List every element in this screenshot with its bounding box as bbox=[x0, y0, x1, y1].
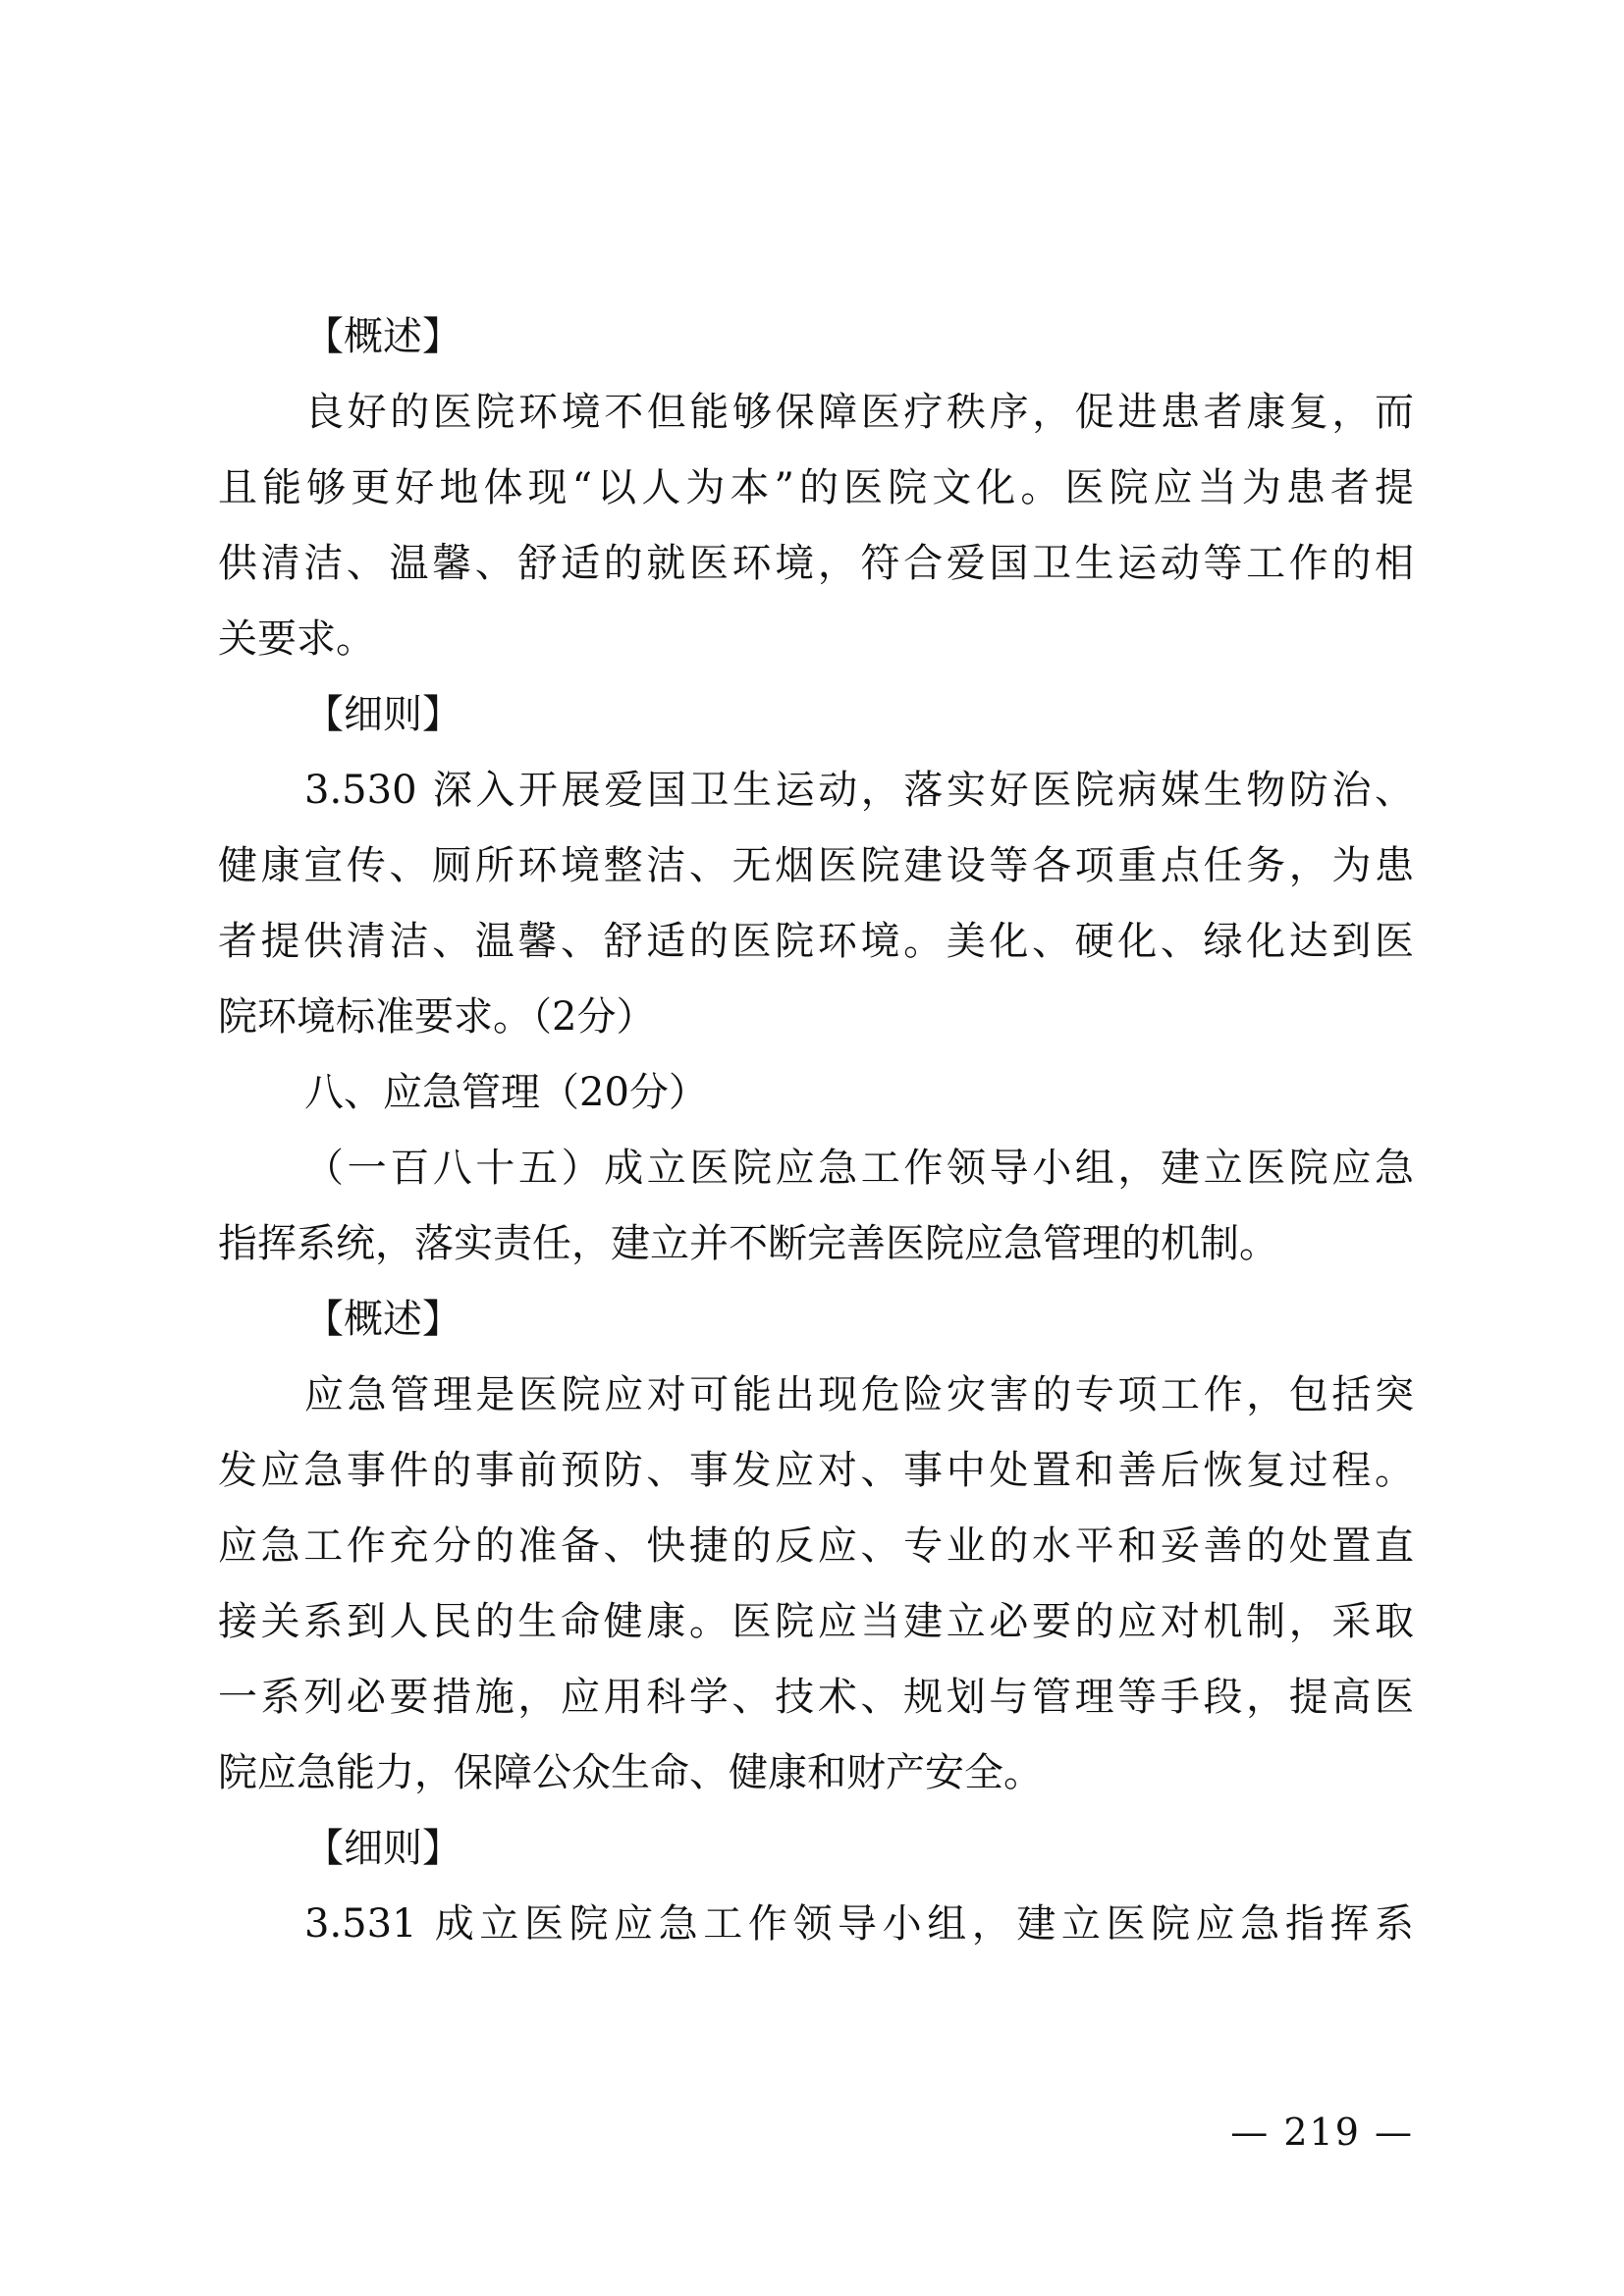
paragraph-line: 良好的医院环境不但能够保障医疗秩序，促进患者康复，而 bbox=[304, 390, 1414, 435]
paragraph-line: 接关系到人民的生命健康。医院应当建立必要的应对机制，采取 bbox=[218, 1599, 1414, 1644]
paragraph-line: 3.530 深入开展爱国卫生运动，落实好医院病媒生物防治、 bbox=[304, 768, 1414, 813]
paragraph-line: 且能够更好地体现“以人为本”的医院文化。医院应当为患者提 bbox=[218, 465, 1414, 510]
page-number: — 219 — bbox=[1230, 2110, 1414, 2154]
body-text bbox=[218, 299, 1414, 1962]
section-heading: 【细则】 bbox=[304, 692, 461, 737]
paragraph-line: （一百八十五）成立医院应急工作领导小组，建立医院应急 bbox=[304, 1146, 1414, 1191]
paragraph-line: 指挥系统，落实责任，建立并不断完善医院应急管理的机制。 bbox=[218, 1221, 1278, 1266]
section-heading: 八、应急管理（20分） bbox=[304, 1070, 708, 1115]
paragraph bbox=[218, 1887, 1414, 1962]
paragraph-line: 一系列必要措施，应用科学、技术、规划与管理等手段，提高医 bbox=[218, 1675, 1414, 1720]
paragraph-line: 院应急能力，保障公众生命、健康和财产安全。 bbox=[218, 1750, 1043, 1795]
paragraph-line: 供清洁、温馨、舒适的就医环境，符合爱国卫生运动等工作的相 bbox=[218, 541, 1414, 586]
section-heading: 【细则】 bbox=[304, 1826, 461, 1871]
paragraph bbox=[218, 753, 1414, 1055]
paragraph-line: 健康宣传、厕所环境整洁、无烟医院建设等各项重点任务，为患 bbox=[218, 843, 1414, 888]
paragraph bbox=[218, 1131, 1414, 1282]
paragraph-line: 3.531 成立医院应急工作领导小组，建立医院应急指挥系 bbox=[304, 1901, 1414, 1947]
paragraph bbox=[218, 1358, 1414, 1811]
paragraph bbox=[218, 375, 1414, 677]
paragraph-line: 关要求。 bbox=[218, 616, 375, 662]
paragraph-line: 者提供清洁、温馨、舒适的医院环境。美化、硬化、绿化达到医 bbox=[218, 919, 1414, 964]
section-heading: 【概述】 bbox=[304, 1297, 461, 1342]
paragraph-line: 发应急事件的事前预防、事发应对、事中处置和善后恢复过程。 bbox=[218, 1448, 1414, 1493]
paragraph-line: 院环境标准要求。（2分） bbox=[218, 994, 656, 1040]
paragraph-line: 应急工作充分的准备、快捷的反应、专业的水平和妥善的处置直 bbox=[218, 1523, 1414, 1569]
section-heading: 【概述】 bbox=[304, 314, 461, 359]
paragraph-line: 应急管理是医院应对可能出现危险灾害的专项工作，包括突 bbox=[304, 1372, 1414, 1417]
